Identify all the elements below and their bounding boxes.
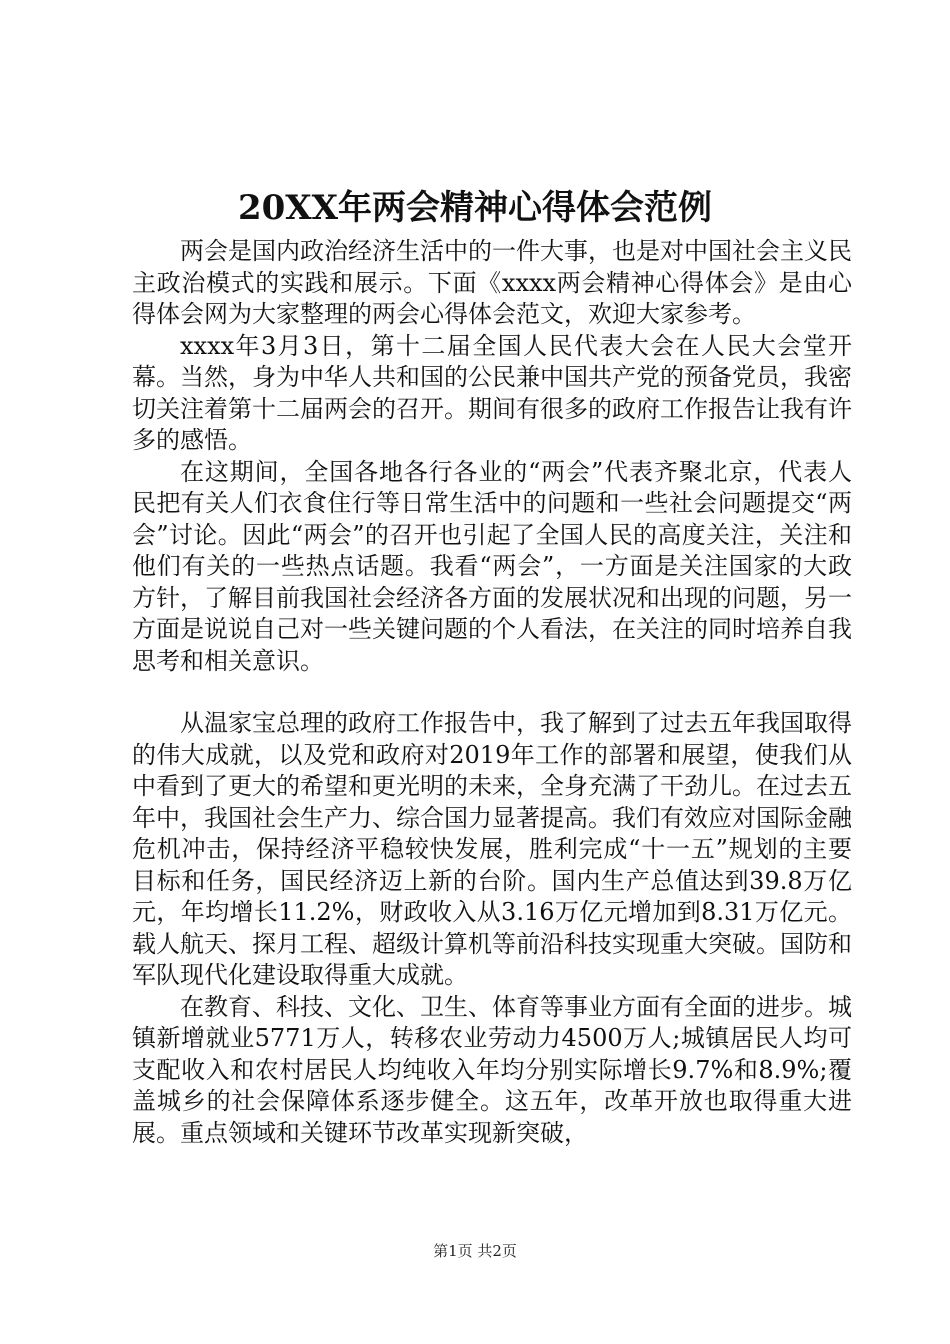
document-body — [132, 236, 852, 1149]
paragraph-progress: 在教育、科技、文化、卫生、体育等事业方面有全面的进步。城镇新增就业5771万人，转移农业劳动力4500万人;城镇居民人均可支配收入和农村居民人均纯收入年均分别实际增长9.7%和8.9%;覆盖城乡的社会保障体系逐步健全。这五年，改革开放也取得重大进展。重点领域和关键环节改革实现新突破， — [132, 992, 852, 1147]
page-number-footer: 第1页 共2页 — [433, 1242, 517, 1260]
paragraph-spacer — [132, 677, 852, 708]
document-title: 20XX年两会精神心得体会范例 — [237, 188, 713, 228]
paragraph-attention: 在这期间，全国各地各行各业的“两会”代表齐聚北京，代表人民把有关人们衣食住行等日常生活中的问题和一些社会问题提交“两会”讨论。因此“两会”的召开也引起了全国人民的高度关注，关注和他们有关的一些热点话题。我看“两会”，一方面是关注国家的大政方针，了解目前我国社会经济各方面的发展状况和出现的问题，另一方面是说说自己对一些关键问题的个人看法，在关注的同时培养自我思考和相关意识。 — [132, 457, 852, 675]
paragraph-report: 从温家宝总理的政府工作报告中，我了解到了过去五年我国取得的伟大成就，以及党和政府对2019年工作的部署和展望，使我们从中看到了更大的希望和更光明的未来，全身充满了干劲儿。在过去五年中，我国社会生产力、综合国力显著提高。我们有效应对国际金融危机冲击，保持经济平稳较快发展，胜利完成“十一五”规划的主要目标和任务，国民经济迈上新的台阶。国内生产总值达到39.8万亿元，年均增长11.2%，财政收入从3.16万亿元增加到8.31万亿元。载人航天、探月工程、超级计算机等前沿科技实现重大突破。国防和军队现代化建设取得重大成就。 — [132, 709, 852, 989]
paragraph-opening: xxxx年3月3日，第十二届全国人民代表大会在人民大会堂开幕。当然，身为中华人共和国的公民兼中国共产党的预备党员，我密切关注着第十二届两会的召开。期间有很多的政府工作报告让我有许多的感悟。 — [132, 331, 852, 454]
paragraph-intro: 两会是国内政治经济生活中的一件大事，也是对中国社会主义民主政治模式的实践和展示。下面《xxxx两会精神心得体会》是由心得体会网为大家整理的两会心得体会范文，欢迎大家参考。 — [132, 237, 852, 328]
